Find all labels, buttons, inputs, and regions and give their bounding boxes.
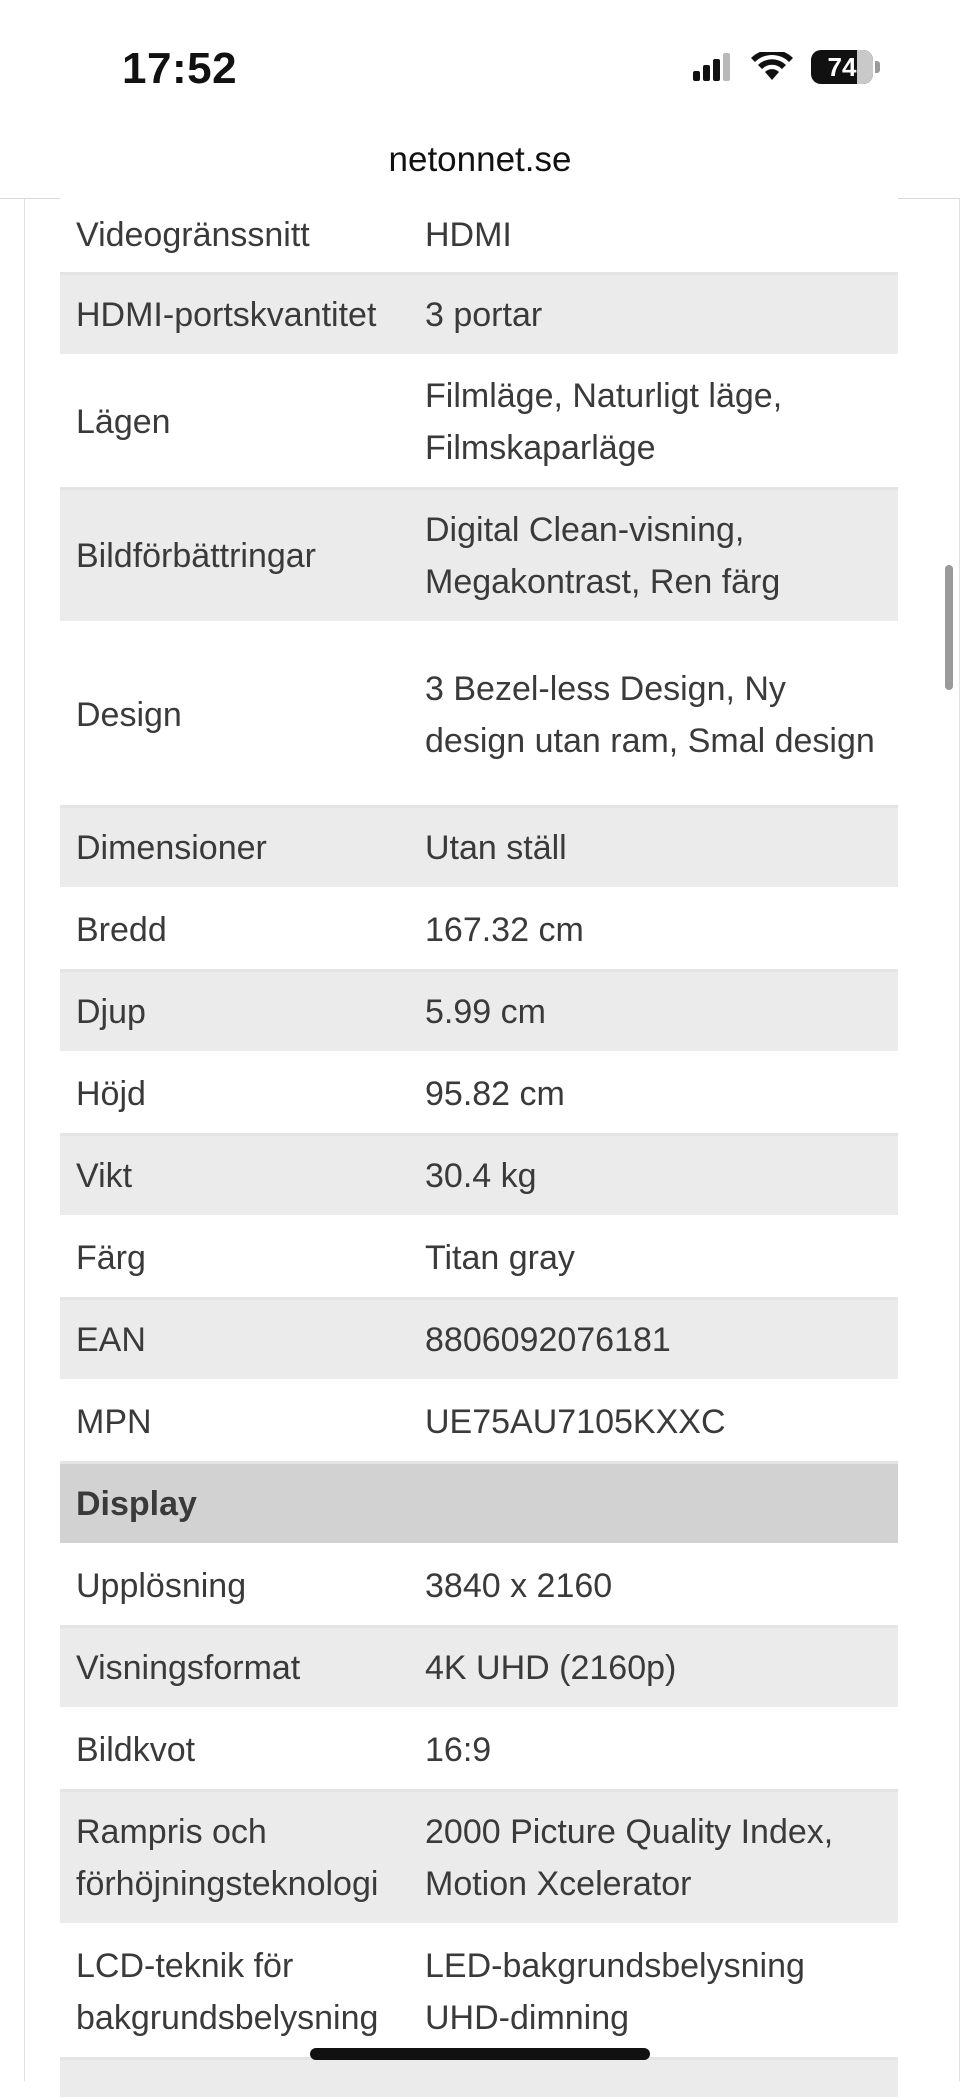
spec-label: Höjd xyxy=(76,1074,146,1113)
spec-label: Design xyxy=(76,695,182,734)
url-text[interactable]: netonnet.se xyxy=(388,140,572,179)
spec-value: 3 Bezel-less Design, Ny design utan ram, Smal design xyxy=(425,669,875,760)
status-icons xyxy=(693,50,880,84)
table-row xyxy=(60,1054,898,1136)
table-row xyxy=(60,1926,898,2060)
battery-icon xyxy=(811,50,873,84)
spec-label: Vikt xyxy=(76,1156,133,1195)
address-bar[interactable] xyxy=(0,130,960,199)
spec-label: Lägen xyxy=(76,403,171,441)
spec-value: UE75AU7105KXXC xyxy=(425,1402,726,1441)
spec-value: Digital Clean-visning, Megakontrast, Ren färg xyxy=(425,510,781,601)
spec-value: Titan gray xyxy=(425,1238,575,1277)
table-row xyxy=(60,198,898,275)
table-row xyxy=(60,1136,898,1218)
table-row xyxy=(60,1546,898,1628)
section-header-display xyxy=(60,1464,898,1546)
spec-value: LED-bakgrundsbelysning UHD-dimning xyxy=(425,1946,805,2037)
spec-value: 2000 Picture Quality Index, Motion Xcelerator xyxy=(425,1812,834,1903)
scrollbar-thumb[interactable] xyxy=(945,565,953,690)
spec-label: HDMI-portskvantitet xyxy=(76,295,377,334)
table-row xyxy=(60,1710,898,1792)
table-row xyxy=(60,1218,898,1300)
table-row xyxy=(60,275,898,357)
spec-value: 167.32 cm xyxy=(425,910,584,949)
spec-label: Upplösning xyxy=(76,1566,247,1605)
status-time: 17:52 xyxy=(122,44,238,93)
table-row xyxy=(60,890,898,972)
status-bar xyxy=(0,0,960,130)
spec-label: Dimensioner xyxy=(76,828,267,867)
table-row xyxy=(60,624,898,808)
spec-value: 5.99 cm xyxy=(425,992,546,1031)
spec-value: 8806092076181 xyxy=(425,1320,671,1359)
wifi-icon xyxy=(751,52,793,82)
spec-value: 3 portar xyxy=(425,295,543,334)
spec-value: HDMI xyxy=(425,216,512,254)
spec-value: Filmläge, Naturligt läge, Filmskaparläge xyxy=(425,377,783,467)
spec-label: Rampris och förhöjningsteknologi xyxy=(76,1812,379,1903)
cellular-signal-icon xyxy=(693,53,733,81)
spec-label: Bildkvot xyxy=(76,1730,196,1769)
table-row xyxy=(60,357,898,490)
spec-label: Bredd xyxy=(76,910,167,949)
table-row xyxy=(60,2060,898,2100)
battery-indicator xyxy=(811,50,880,84)
spec-table xyxy=(60,198,898,2100)
spec-value: 95.82 cm xyxy=(425,1074,565,1113)
spec-label: Färg xyxy=(76,1238,146,1277)
table-row xyxy=(60,1382,898,1464)
spec-value: 4K UHD (2160p) xyxy=(425,1648,677,1687)
table-row xyxy=(60,808,898,890)
table-row xyxy=(60,1300,898,1382)
battery-level: 74 xyxy=(827,51,857,82)
table-row xyxy=(60,1792,898,1926)
spec-label: Videogränssnitt xyxy=(76,216,310,254)
table-row xyxy=(60,972,898,1054)
spec-value: Utan ställ xyxy=(425,828,567,867)
spec-label: MPN xyxy=(76,1402,152,1441)
section-title: Display xyxy=(76,1484,197,1523)
spec-value: 16:9 xyxy=(425,1730,492,1769)
spec-label: Visningsformat xyxy=(76,1648,301,1687)
spec-label: EAN xyxy=(76,1320,146,1359)
spec-label: Djup xyxy=(76,992,146,1031)
spec-value: 30.4 kg xyxy=(425,1156,537,1195)
spec-label: LCD-teknik för bakgrundsbelysning xyxy=(76,1946,379,2037)
table-row xyxy=(60,1628,898,1710)
spec-label: Bildförbättringar xyxy=(76,536,317,575)
home-indicator[interactable] xyxy=(310,2048,650,2060)
table-row xyxy=(60,490,898,624)
spec-value: 3840 x 2160 xyxy=(425,1566,613,1605)
